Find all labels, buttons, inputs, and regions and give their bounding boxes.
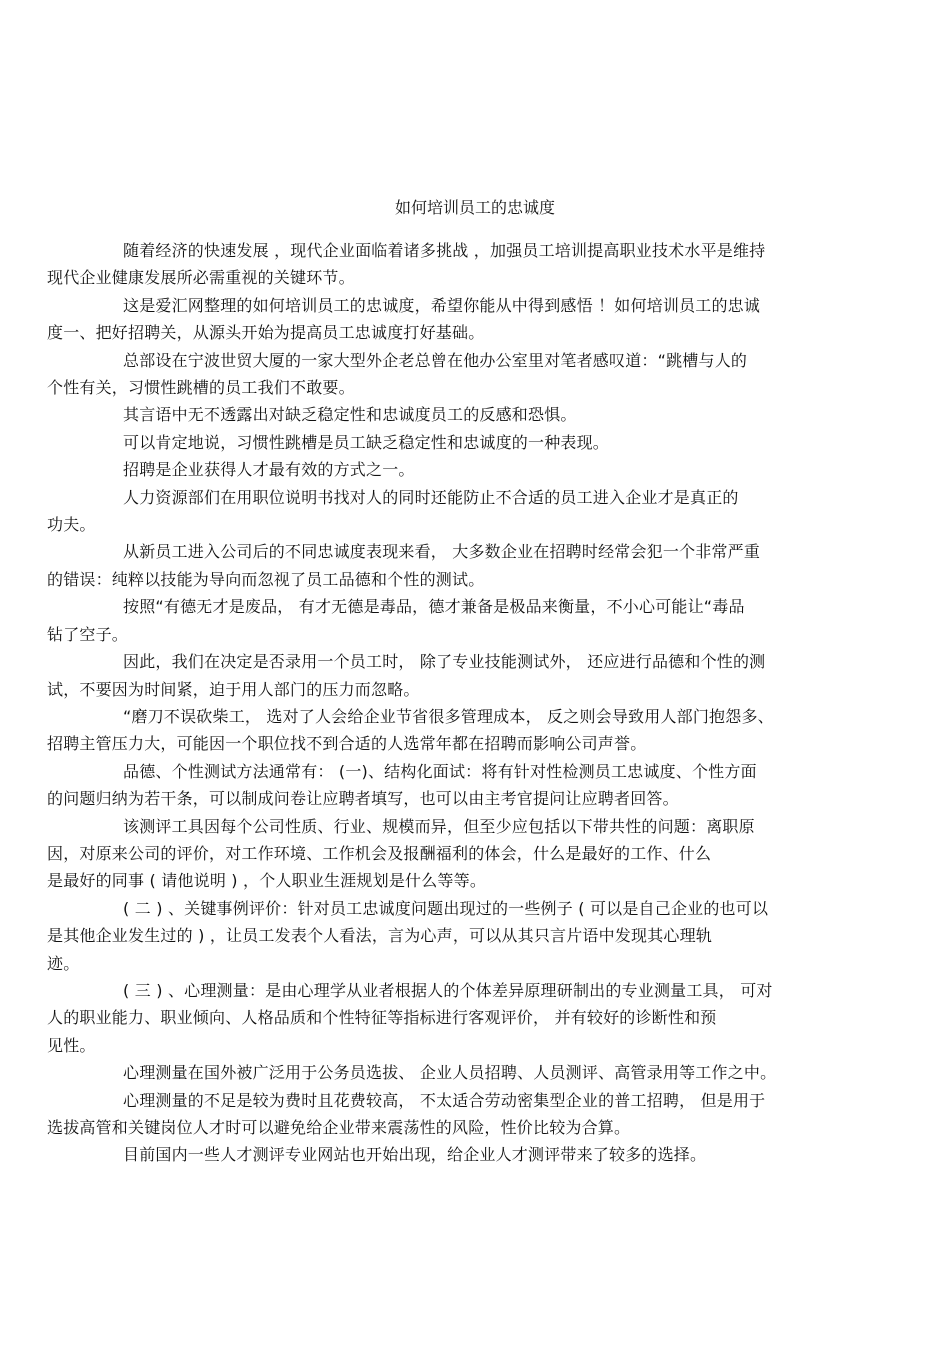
- paragraph-line: 招聘是企业获得人才最有效的方式之一。: [123, 460, 415, 480]
- paragraph-line: 品德、个性测试方法通常有： (一)、结构化面试：将有针对性检测员工忠诚度、个性方面: [123, 761, 757, 781]
- paragraph-line: 个性有关，习惯性跳槽的员工我们不敢要。: [47, 378, 355, 398]
- paragraph: [47, 237, 865, 292]
- paragraph: [85, 401, 865, 428]
- paragraph-line: 从新员工进入公司后的不同忠诚度表现来看， 大多数企业在招聘时经常会犯一个非常严重: [123, 542, 761, 562]
- paragraph-line: 迹。: [47, 953, 80, 973]
- paragraph-line: 可以肯定地说，习惯性跳槽是员工缺乏稳定性和忠诚度的一种表现。: [123, 432, 610, 452]
- paragraph-line: 是最好的同事 ( 请他说明 ) ，个人职业生涯规划是什么等等。: [47, 871, 487, 891]
- paragraph: [47, 977, 865, 1059]
- paragraph-line: 随着经济的快速发展 ，现代企业面临着诸多挑战 ，加强员工培训提高职业技术水平是维持: [123, 241, 766, 260]
- paragraph: [47, 703, 865, 758]
- paragraph-line: 该测评工具因每个公司性质、行业、规模而异，但至少应包括以下带共性的问题：离职原: [123, 816, 755, 836]
- paragraph: [47, 593, 865, 648]
- paragraph: [47, 1087, 865, 1142]
- paragraph-line: 见性。: [47, 1035, 96, 1055]
- paragraph-line: 人的职业能力、职业倾向、人格品质和个性特征等指标进行客观评价， 并有较好的诊断性和预: [47, 1008, 717, 1028]
- paragraph: [47, 292, 865, 347]
- paragraph: [47, 538, 865, 593]
- paragraph: [85, 429, 865, 456]
- paragraph: [85, 1059, 865, 1086]
- paragraph-line: 招聘主管压力大，可能因一个职位找不到合适的人选常年都在招聘而影响公司声誉。: [47, 734, 647, 754]
- paragraph: [85, 1141, 865, 1168]
- paragraph: [47, 484, 865, 539]
- paragraph-line: 目前国内一些人才测评专业网站也开始出现，给企业人才测评带来了较多的选择。: [123, 1145, 707, 1165]
- paragraph-line: 选拔高管和关键岗位人才时可以避免给企业带来震荡性的风险，性价比较为合算。: [47, 1118, 631, 1137]
- paragraph-line: 是其他企业发生过的 ) ，让员工发表个人看法，言为心声，可以从其只言片语中发现其心理轨: [47, 926, 713, 946]
- paragraph: [47, 347, 865, 402]
- document-title: 如何培训员工的忠诚度: [394, 198, 555, 217]
- paragraph-line: 因，对原来公司的评价，对工作环境、工作机会及报酬福利的体会，什么是最好的工作、什么: [47, 843, 712, 863]
- paragraph-line: 的错误：纯粹以技能为导向而忽视了员工品德和个性的测试。: [47, 569, 485, 589]
- paragraph-line: 心理测量在国外被广泛用于公务员选拔、 企业人员招聘、人员测评、高管录用等工作之中。: [123, 1063, 777, 1083]
- paragraph-line: 心理测量的不足是较为费时且花费较高， 不太适合劳动密集型企业的普工招聘， 但是用于: [123, 1090, 766, 1110]
- paragraph-line: 的问题归纳为若干条，可以制成问卷让应聘者填写，也可以由主考官提问让应聘者回答。: [47, 789, 679, 809]
- paragraph-line: 现代企业健康发展所必需重视的关键环节。: [47, 268, 355, 288]
- document-body: [47, 237, 865, 1169]
- paragraph-line: 度一、把好招聘关，从源头开始为提高员工忠诚度打好基础。: [47, 323, 485, 343]
- paragraph-line: 功夫。: [47, 515, 96, 535]
- paragraph: [47, 758, 865, 813]
- paragraph: [47, 813, 865, 895]
- paragraph-line: 因此，我们在决定是否录用一个员工时， 除了专业技能测试外， 还应进行品德和个性的测: [123, 652, 766, 672]
- paragraph-line: 总部设在宁波世贸大厦的一家大型外企老总曾在他办公室里对笔者感叹道：“跳槽与人的: [123, 350, 748, 370]
- paragraph-line: 这是爱汇网整理的如何培训员工的忠诚度，希望你能从中得到感悟 ！如何培训员工的忠诚: [123, 295, 761, 315]
- paragraph-line: 按照“有德无才是废品， 有才无德是毒品，德才兼备是极品来衡量，不小心可能让“毒品: [123, 597, 745, 617]
- paragraph: [85, 456, 865, 483]
- paragraph-line: 钻了空子。: [47, 624, 129, 644]
- paragraph-line: 人力资源部们在用职位说明书找对人的同时还能防止不合适的员工进入企业才是真正的: [123, 487, 739, 507]
- paragraph-line: 其言语中无不透露出对缺乏稳定性和忠诚度员工的反感和恐惧。: [123, 405, 577, 425]
- paragraph: [47, 648, 865, 703]
- paragraph: [47, 895, 865, 977]
- paragraph-line: ( 二 ) 、关键事例评价：针对员工忠诚度问题出现过的一些例子 ( 可以是自己企业的也可以: [123, 898, 769, 918]
- paragraph-line: 试，不要因为时间紧，迫于用人部门的压力而忽略。: [47, 679, 420, 699]
- paragraph-line: ( 三 ) 、心理测量：是由心理学从业者根据人的个体差异原理研制出的专业测量工具， 可对: [123, 980, 773, 1000]
- paragraph-line: “磨刀不误砍柴工， 选对了人会给企业节省很多管理成本， 反之则会导致用人部门抱怨多、: [123, 706, 774, 726]
